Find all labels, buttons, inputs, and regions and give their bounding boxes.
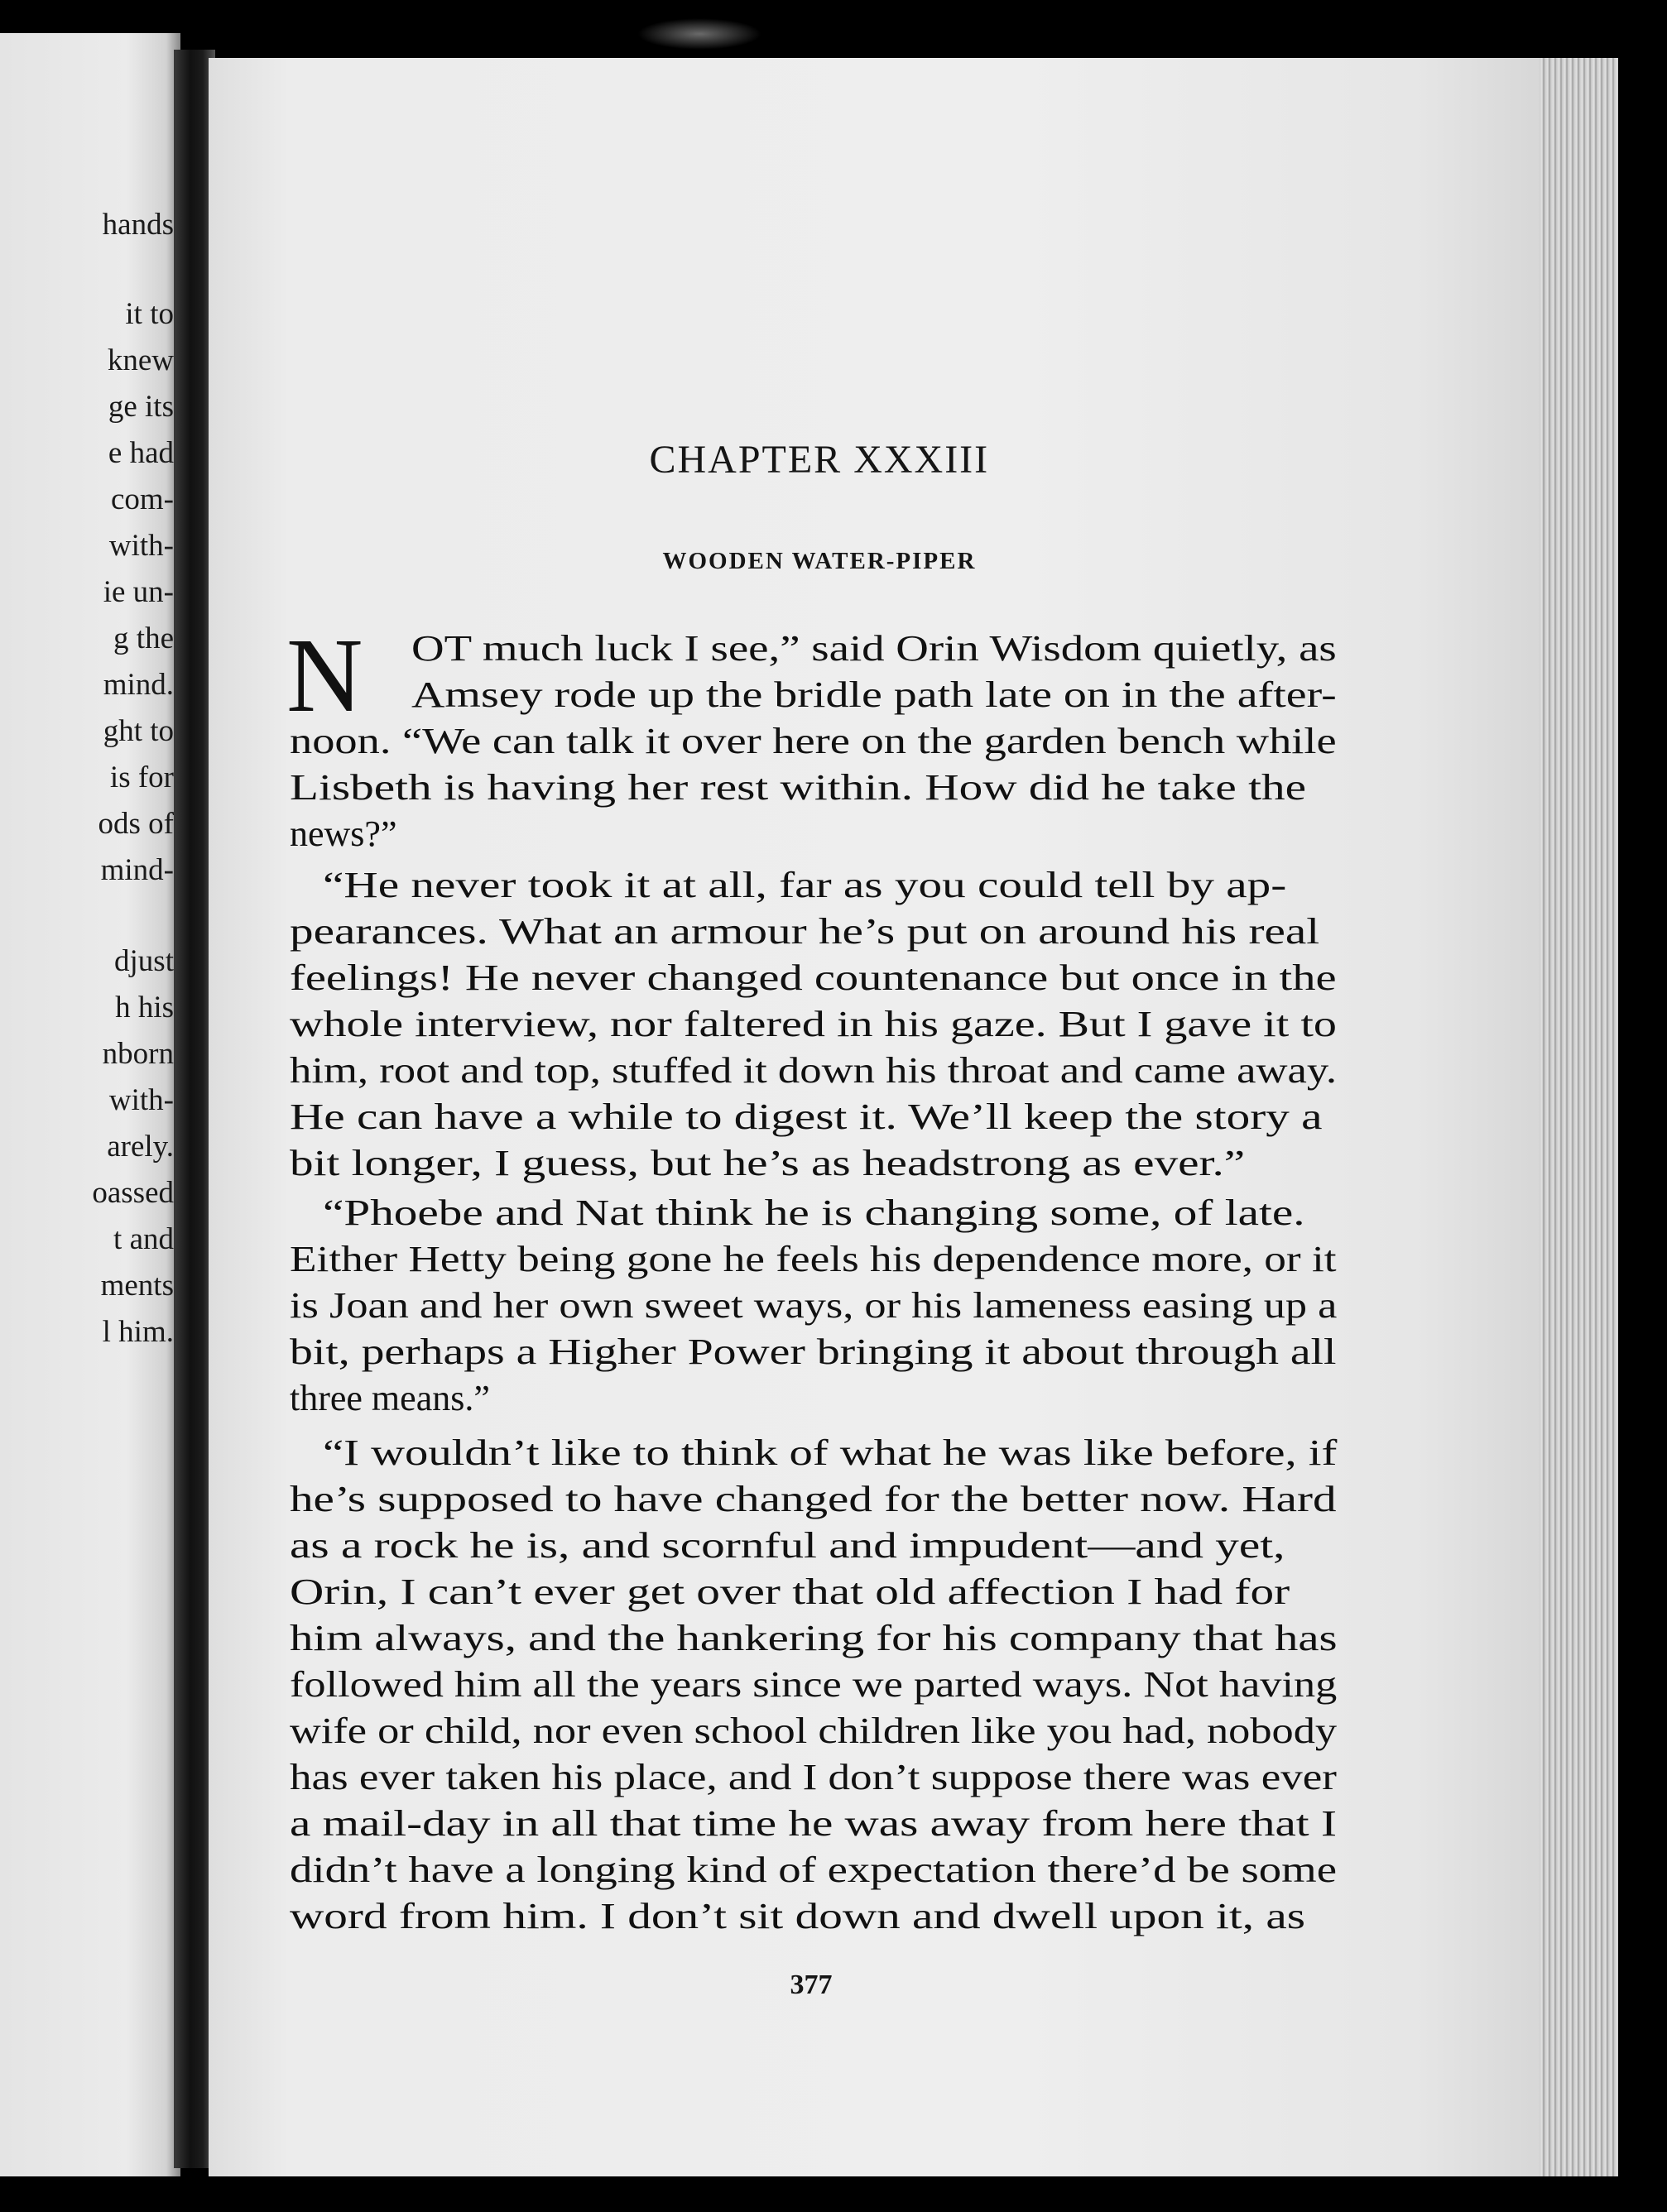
left-line: ght to [103,714,174,748]
left-line: e had [108,436,174,470]
body-line: him always, and the hankering for his company that has [290,1618,1338,1658]
body-line: followed him all the years since we parted ways. Not having [290,1664,1338,1705]
body-line: noon. “We can talk it over here on the garden bench while [290,721,1337,761]
drop-cap: N [286,617,363,734]
body-line: whole interview, nor faltered in his gaze. But I gave it to [290,1004,1337,1044]
left-line: it to [125,297,174,331]
left-line: mind. [103,668,174,702]
left-line: nborn [102,1037,174,1071]
left-line: with- [108,1083,174,1117]
body-line: Amsey rode up the bridle path late on in the after- [411,674,1337,715]
chapter-subtitle: WOODEN WATER-PIPER [662,548,977,574]
chapter-title: CHAPTER XXXIII [649,438,990,482]
left-line: com- [110,482,174,516]
left-line: djust [114,944,174,978]
body-line: he’s supposed to have changed for the better now. Hard [290,1479,1337,1519]
body-line: is Joan and her own sweet ways, or his lameness easing up a [290,1285,1338,1326]
left-line: h his [115,991,174,1024]
scan-smudge [637,18,761,50]
left-line: with- [108,529,174,563]
left-line: arely. [107,1130,174,1164]
body-line: He can have a while to digest it. We’ll keep the story a [290,1096,1323,1137]
body-line: “He never took it at all, far as you could tell by ap- [323,865,1287,905]
left-line: oassed [92,1176,174,1210]
left-line: knew [107,343,174,377]
left-line: ie un- [103,575,174,609]
left-line: ge its [108,390,174,424]
body-line: pearances. What an armour he’s put on around his real [290,911,1320,952]
left-line: ments [100,1269,174,1303]
body-line: OT much luck I see,” said Orin Wisdom quietly, as [411,628,1337,669]
body-line: didn’t have a longing kind of expectation there’d be some [290,1850,1338,1890]
page-edge [1540,58,1622,2176]
body-line: feelings! He never changed countenance but once in the [290,957,1337,998]
left-line: mind- [100,853,174,887]
body-line: bit, perhaps a Higher Power bringing it about through all [290,1332,1337,1372]
body-line: word from him. I don’t sit down and dwell upon it, as [290,1896,1306,1936]
left-facing-page [0,33,180,2176]
left-line: is for [109,761,174,794]
body-line: wife or child, nor even school children like you had, nobody [290,1711,1338,1751]
body-line: as a rock he is, and scornful and impudent—and yet, [290,1525,1285,1566]
body-line: Orin, I can’t ever get over that old affection I had for [290,1571,1290,1612]
left-line: hands [102,208,174,242]
left-line: t and [113,1222,174,1256]
page-edge-shadow [1618,58,1667,2176]
body-line: a mail-day in all that time he was away from here that I [290,1803,1337,1844]
body-line: news?” [290,813,397,854]
page-number: 377 [790,1970,833,2000]
body-line: Lisbeth is having her rest within. How did he take the [290,767,1306,808]
body-line: bit longer, I guess, but he’s as headstrong as ever.” [290,1143,1246,1183]
body-line: him, root and top, stuffed it down his throat and came away. [290,1050,1337,1091]
body-line: “I wouldn’t like to think of what he was like before, if [323,1432,1338,1473]
left-line: ods of [98,807,174,841]
left-line: l him. [102,1315,174,1349]
body-line: Either Hetty being gone he feels his dependence more, or it [290,1239,1337,1279]
left-line: g the [113,621,174,655]
body-line: has ever taken his place, and I don’t suppose there was ever [290,1757,1337,1797]
body-line: three means.” [290,1378,490,1418]
body-line: “Phoebe and Nat think he is changing some, of late. [323,1192,1305,1233]
